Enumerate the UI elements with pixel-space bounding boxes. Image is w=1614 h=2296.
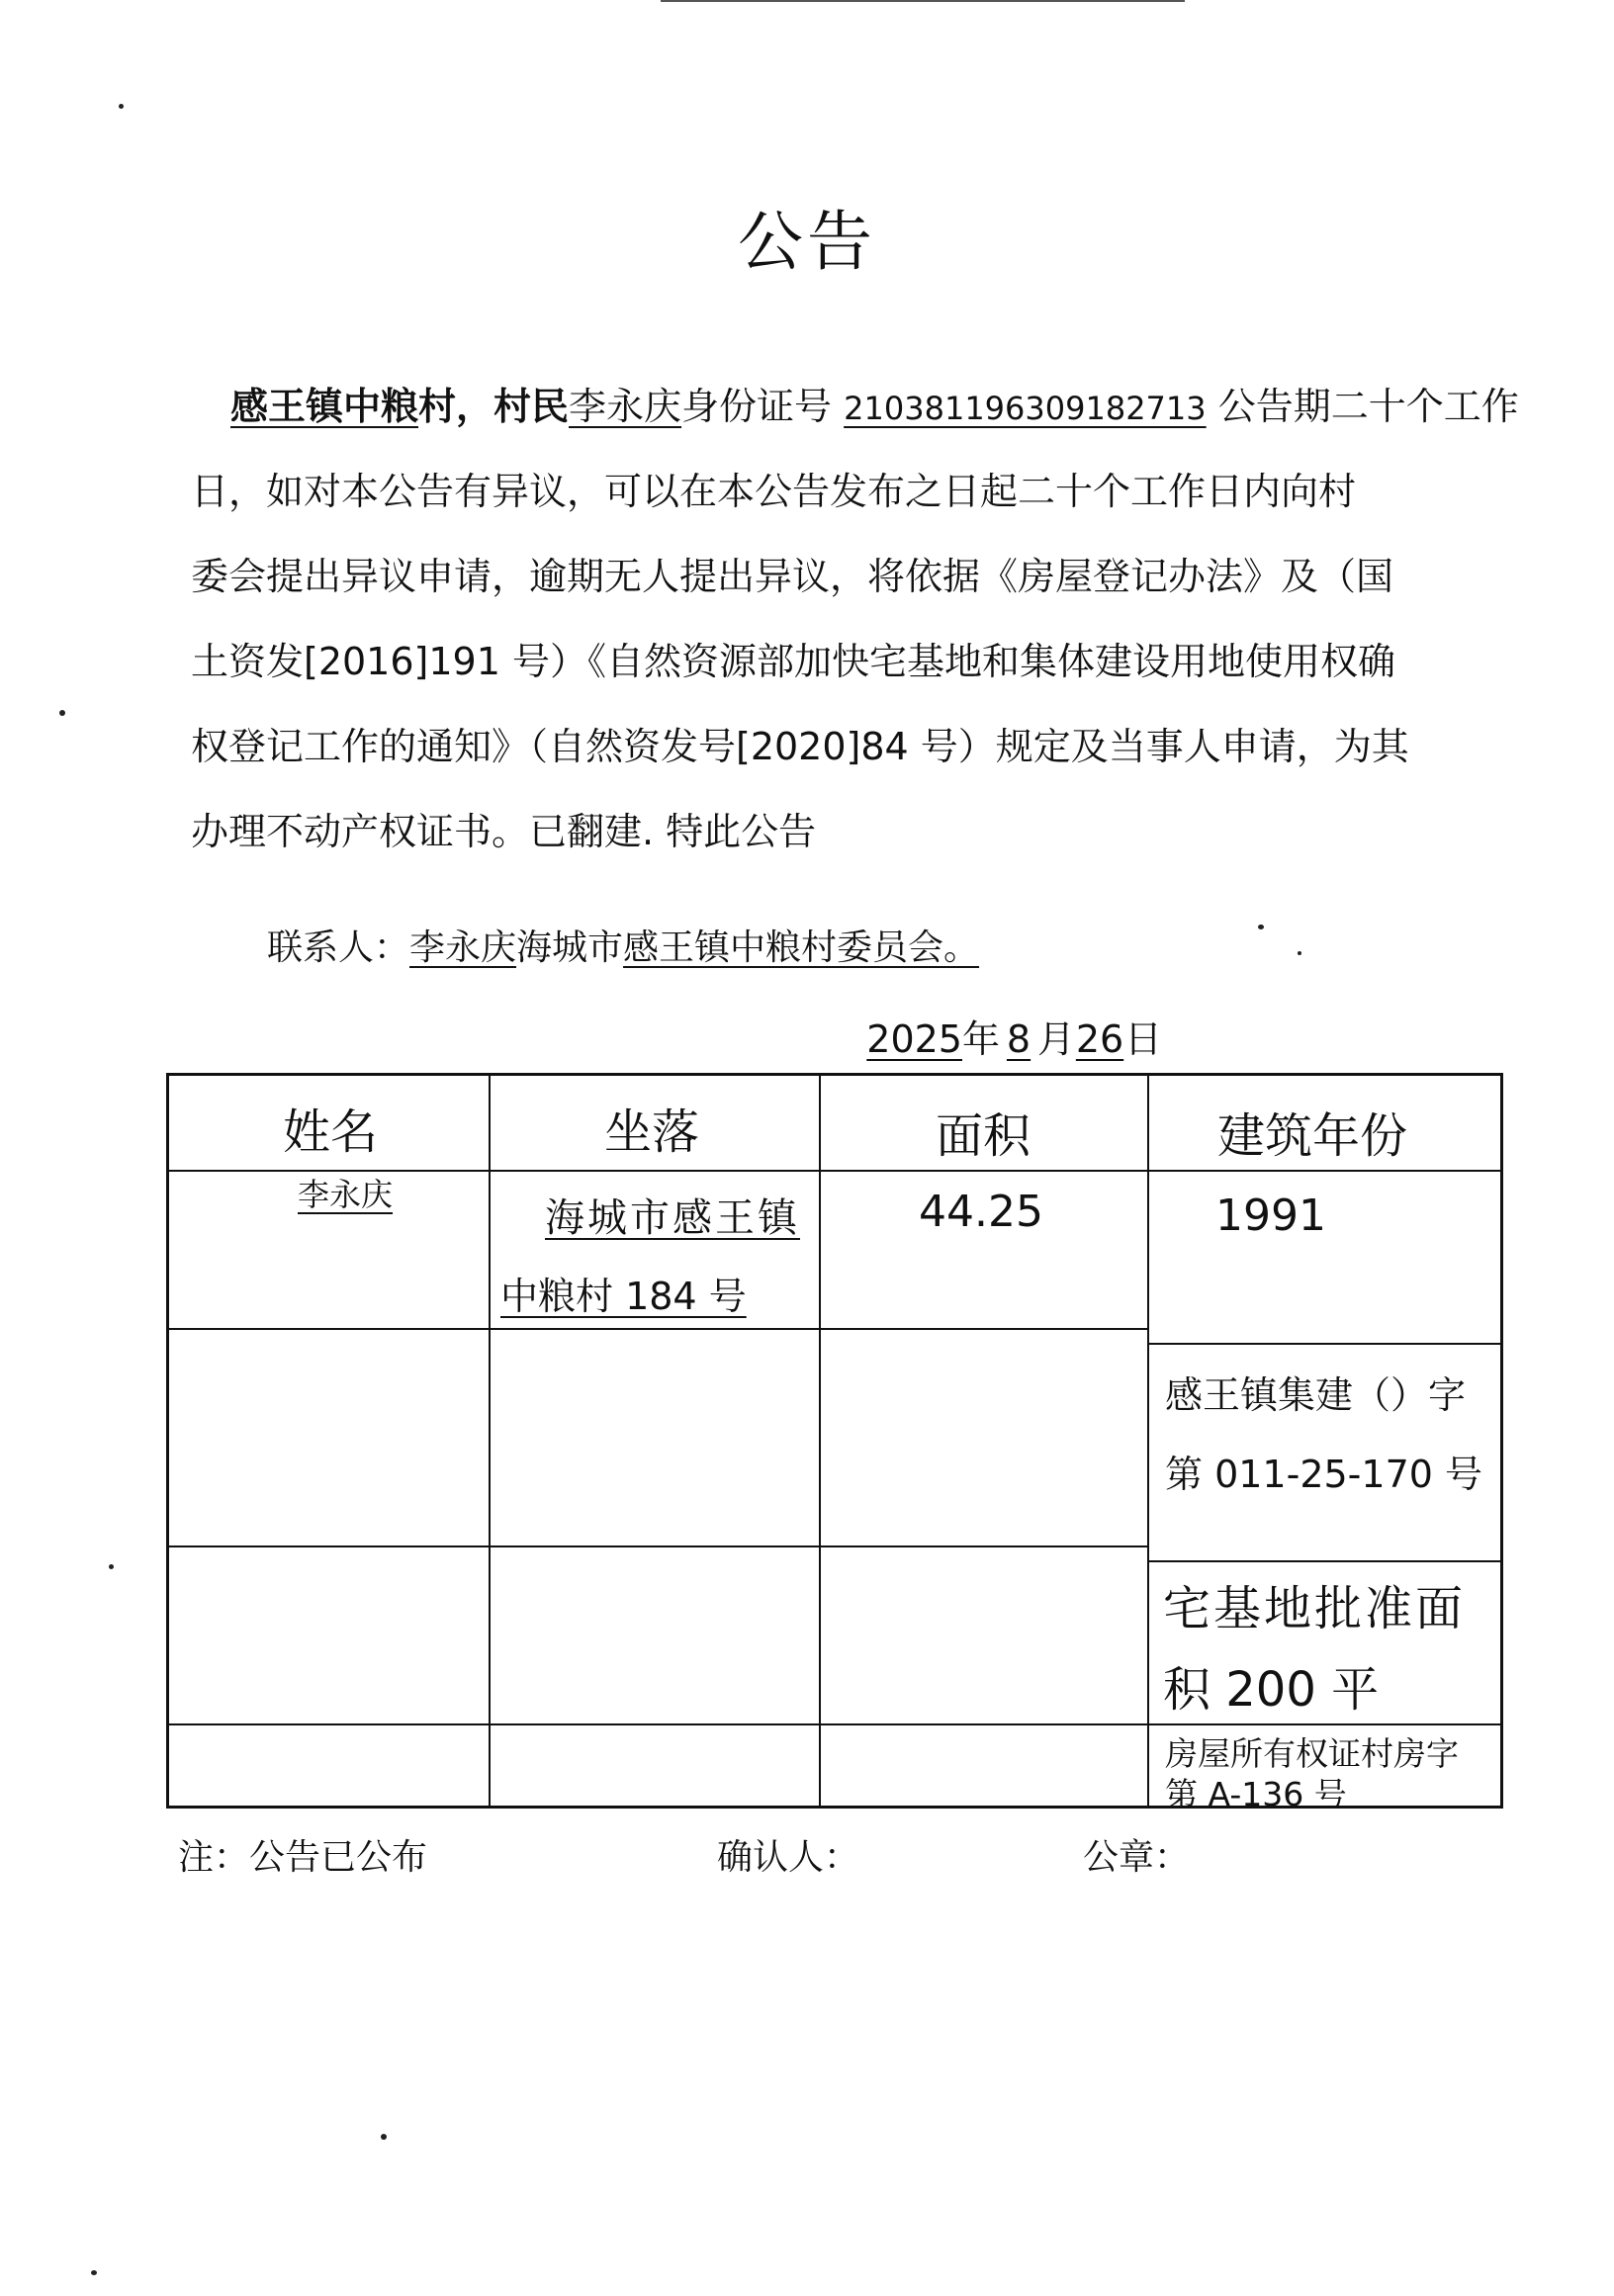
body-line-6: 办理不动产权证书。已翻建. 特此公告 <box>191 810 817 853</box>
cell-location-line1: 海城市感王镇 <box>545 1195 800 1241</box>
homestead-area-line2: 积 200 平 <box>1163 1662 1380 1718</box>
contact-person: 李永庆 <box>409 927 517 968</box>
cell-location-line2: 中粮村 184 号 <box>500 1275 747 1318</box>
body-line-2: 日，如对本公告有异议，可以在本公告发布之日起二十个工作日内向村 <box>191 470 1357 513</box>
cell-area: 44.25 <box>919 1187 1043 1237</box>
contact-line <box>267 920 979 970</box>
date-month: 8 <box>1006 1017 1031 1061</box>
property-table <box>166 1073 1503 1813</box>
scan-speck <box>109 1564 114 1569</box>
body-line-1 <box>191 364 1519 449</box>
notice-title: 公告 <box>738 204 876 280</box>
approval-note-line1: 感王镇集建（）字 <box>1165 1373 1467 1417</box>
table-divider <box>169 1545 1147 1547</box>
header-location: 坐落 <box>604 1104 700 1160</box>
header-build-year: 建筑年份 <box>1217 1108 1408 1164</box>
footer-confirmer: 确认人： <box>717 1837 860 1878</box>
date-year-unit: 年 <box>962 1017 1001 1061</box>
date-year: 2025 <box>866 1017 962 1061</box>
scan-edge-line <box>661 0 1185 2</box>
body-line-4: 土资发[2016]191 号）《自然资源部加快宅基地和集体建设用地使用权确 <box>191 640 1395 683</box>
footer-note: 注：公告已公布 <box>178 1837 428 1878</box>
date-day-unit: 日 <box>1124 1017 1163 1061</box>
scan-speck <box>1298 951 1301 955</box>
table-divider <box>169 1723 1500 1725</box>
table-divider <box>819 1076 821 1806</box>
contact-label: 联系人： <box>267 927 410 968</box>
notice-date <box>799 1009 1162 1063</box>
header-area: 面积 <box>936 1108 1031 1164</box>
table-divider <box>169 1328 1147 1330</box>
contact-place: 海城市 <box>516 927 624 968</box>
id-number: 210381196309182713 <box>844 390 1207 427</box>
body-line-5: 权登记工作的通知》（自然资发号[2020]84 号）规定及当事人申请，为其 <box>191 725 1409 768</box>
id-label: 身份证号 <box>681 385 833 428</box>
ownership-cert-line2: 第 A-136 号 <box>1165 1775 1347 1813</box>
villager-name: 李永庆 <box>569 385 682 428</box>
cell-build-year: 1991 <box>1215 1191 1326 1241</box>
village-suffix: 村，村民 <box>418 385 570 428</box>
scan-speck <box>91 2270 97 2275</box>
cell-name: 李永庆 <box>298 1176 394 1213</box>
scan-speck <box>119 104 124 109</box>
table-divider <box>489 1076 491 1806</box>
date-day: 26 <box>1075 1017 1124 1061</box>
body-line-3: 委会提出异议申请，逾期无人提出异议，将依据《房屋登记办法》及（国 <box>191 555 1394 598</box>
village-name: 感王镇中粮 <box>230 385 419 428</box>
body-line-1-tail: 公告期二十个工作 <box>1217 385 1519 428</box>
table-divider <box>1147 1343 1500 1345</box>
scan-speck <box>381 2134 387 2140</box>
contact-org: 感王镇中粮村委员会。 <box>623 927 980 968</box>
table-divider <box>1147 1076 1149 1806</box>
table-divider <box>1147 1560 1500 1562</box>
ownership-cert-line1: 房屋所有权证村房字 <box>1165 1734 1459 1773</box>
date-month-unit: 月 <box>1037 1017 1076 1061</box>
scan-speck <box>59 710 65 716</box>
header-name: 姓名 <box>283 1104 379 1160</box>
approval-note-line2: 第 011-25-170 号 <box>1165 1453 1482 1496</box>
scan-speck <box>1258 925 1264 929</box>
homestead-area-line1: 宅基地批准面 <box>1163 1581 1467 1636</box>
footer-seal: 公章： <box>1083 1837 1191 1878</box>
notice-body <box>191 364 1519 874</box>
